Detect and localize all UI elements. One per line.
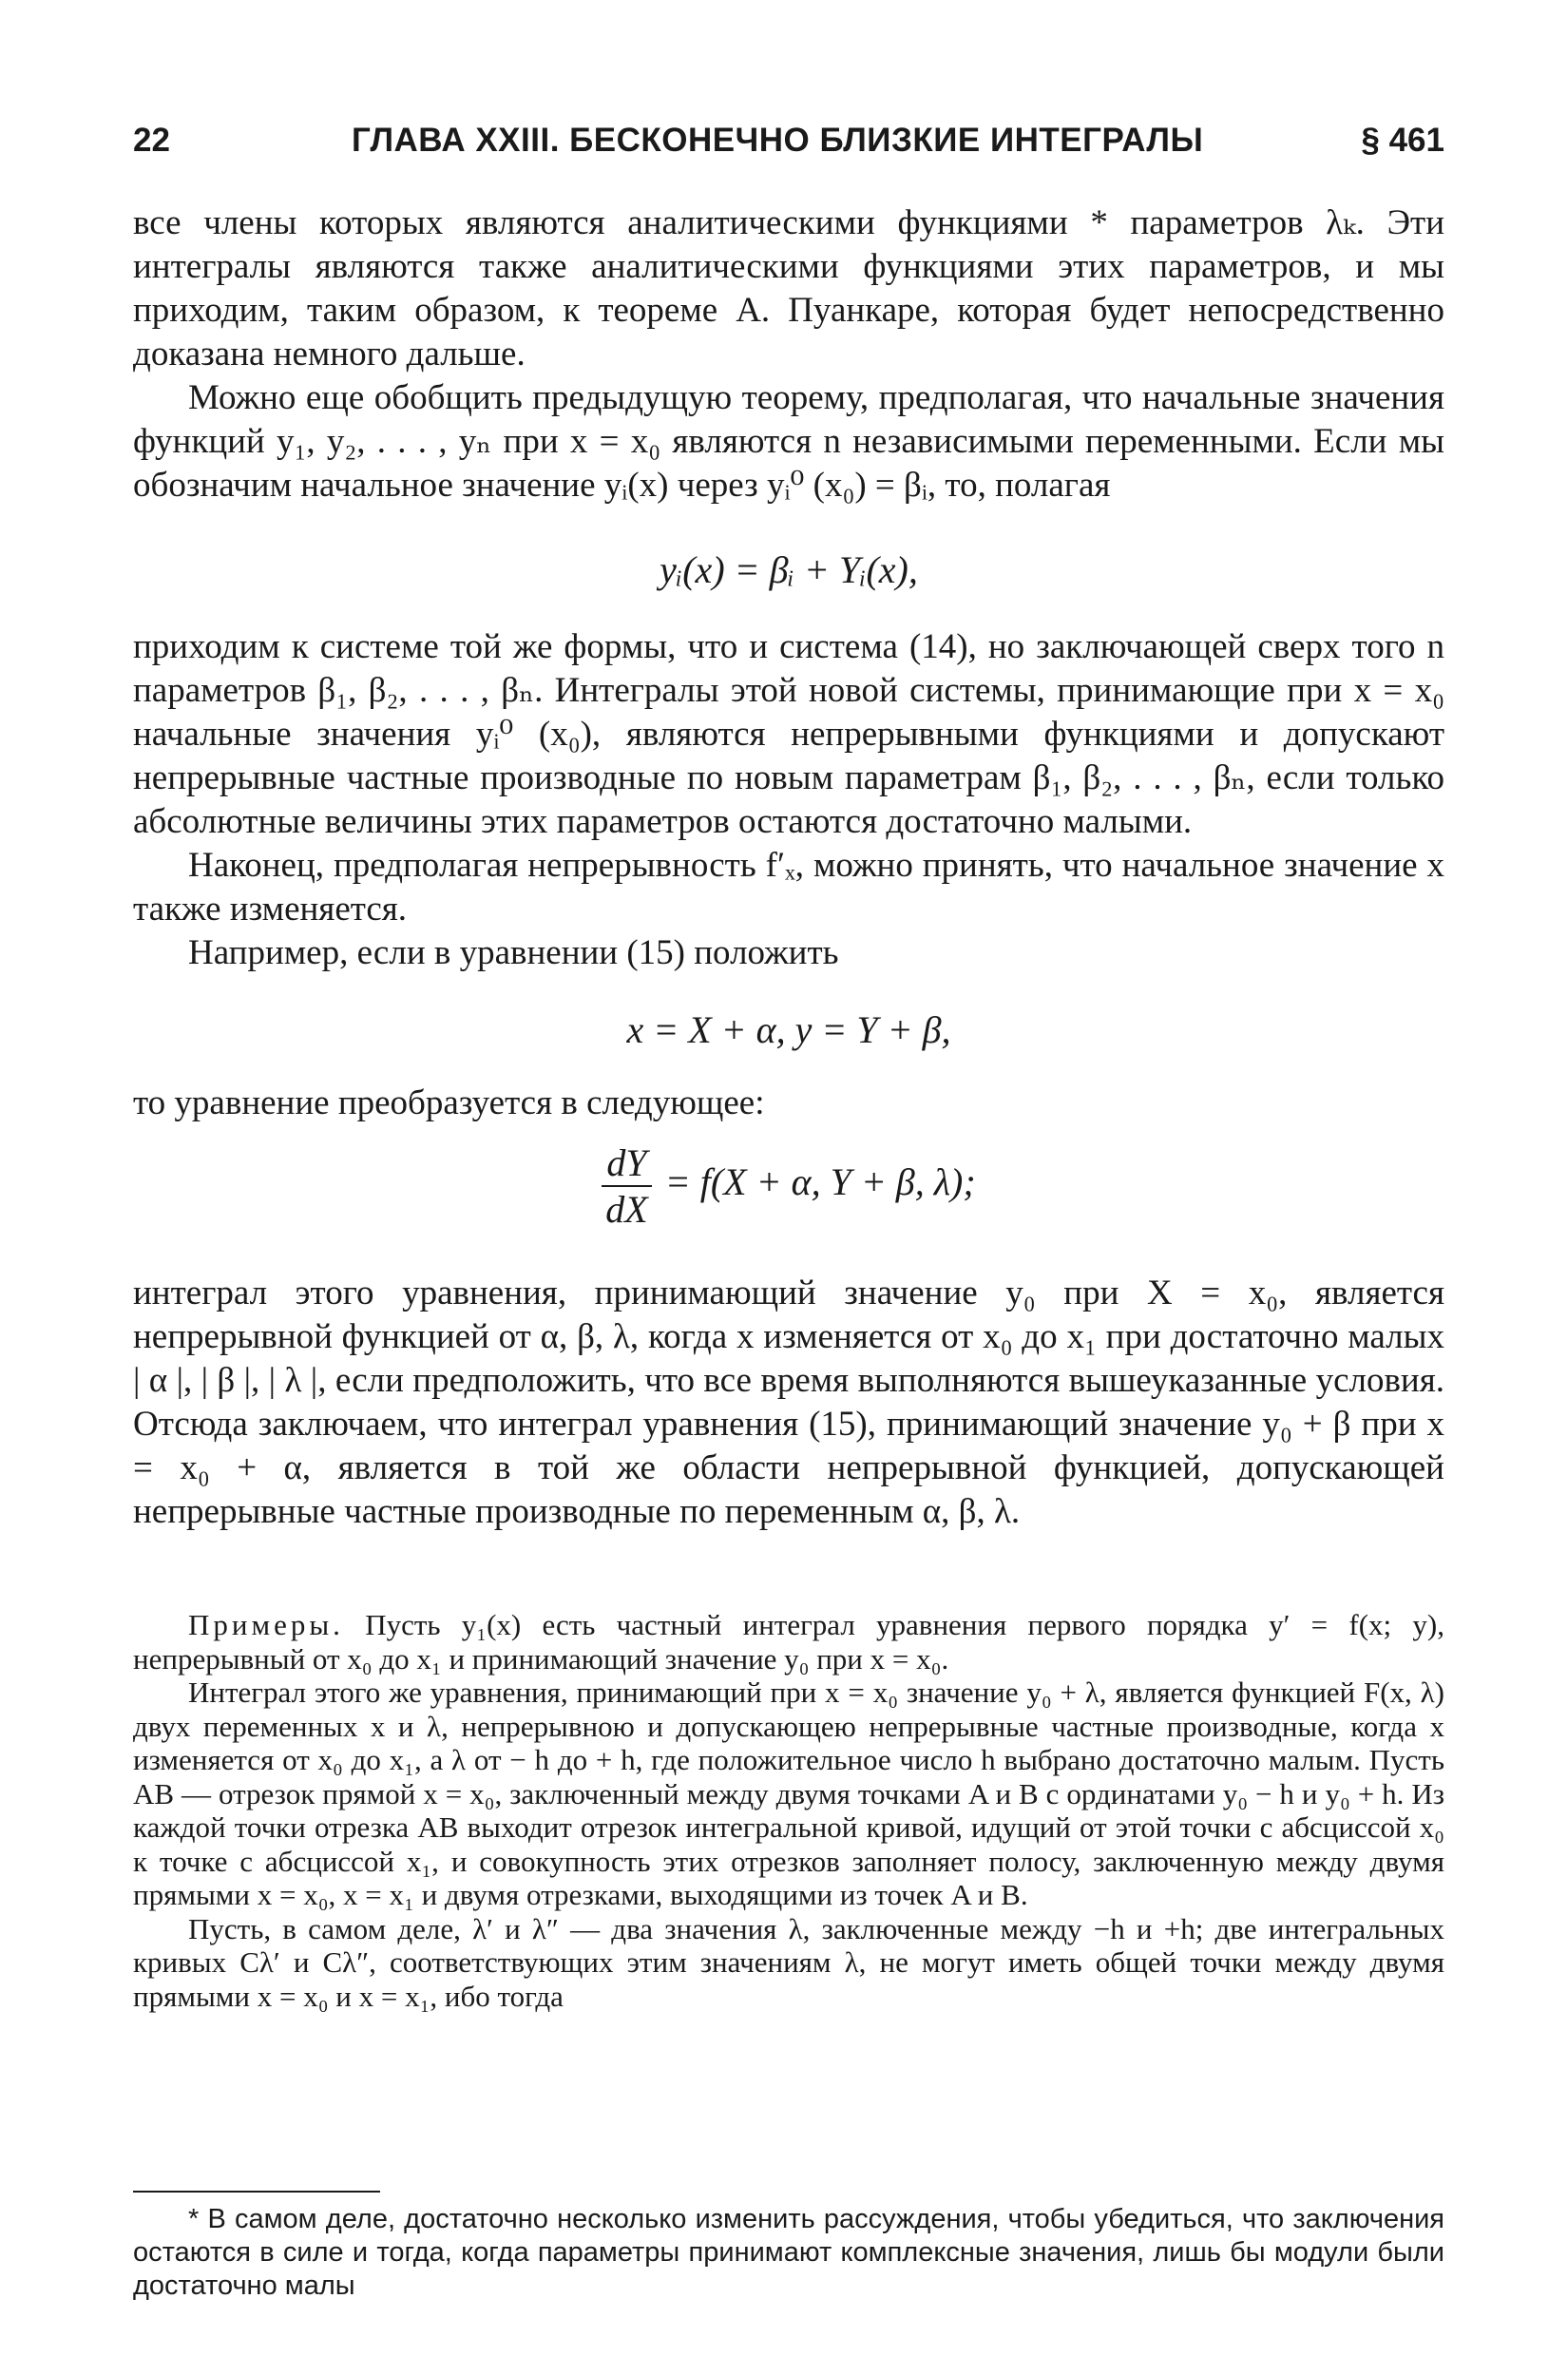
fraction-numerator: dY [602, 1140, 651, 1187]
example-2: Интеграл этого же уравнения, принимающий при x = x₀ значение y₀ + λ, является функцией F(x, λ) двух переменных x и λ, непрерывною и допускающею непрерывные частные производные, когда x изменяется от x₀ до x₁, а λ от − h до + h, где положительное число h выбрано достаточно малым. Пусть AB — отрезок прямой x = x₀, заключенный между двумя точками A и B с ординатами y₀ − h и y₀ + h. Из каждой точки отрезка AB выходит отрезок интегральной кривой, идущий от этой точки с абсциссой x₀ к точке с абсциссой x₁, и совокупность этих отрезков заполняет полосу, заключенную между двумя прямыми x = x₀, x = x₁ и двумя отрезками, выходящими из точек A и B. [133, 1676, 1444, 1911]
body-block-2 [133, 625, 1444, 975]
formula-ode [133, 1140, 1444, 1232]
paragraph-3: приходим к системе той же формы, что и система (14), но заключающей сверх того n параметров β₁, β₂, . . . , βₙ. Интегралы этой новой системы, принимающие при x = x₀ начальные значения yᵢ⁰ (x₀), являются непрерывными функциями и допускают непрерывные частные производные по новым параметрам β₁, β₂, . . . , βₙ, если только абсолютные величины этих параметров остаются достаточно малыми. [133, 627, 1444, 841]
paragraph-7: интеграл этого уравнения, принимающий значение y₀ при X = x₀, является непрерывной функцией от α, β, λ, когда x изменяется от x₀ до x₁ при достаточно малых | α |, | β |, | λ |, если предположить, что все время выполняются вышеуказанные условия. Отсюда заключаем, что интеграл уравнения (15), принимающий значение y₀ + β при x = x₀ + α, является в той же области непрерывной функцией, допускающей непрерывные частные производные по переменным α, β, λ. [133, 1274, 1444, 1531]
fraction-dy-dx [602, 1140, 651, 1232]
paragraph-1: все члены которых являются аналитическими функциями * параметров λₖ. Эти интегралы являются также аналитическими функциями этих параметров, и мы приходим, таким образом, к теореме А. Пуанкаре, которая будет непосредственно доказана немного дальше. [133, 203, 1444, 374]
body-block-1 [133, 201, 1444, 508]
paragraph-5: Например, если в уравнении (15) положить [188, 933, 839, 972]
example-3: Пусть, в самом деле, λ′ и λ″ — два значения λ, заключенные между −h и +h; две интегральных кривых Cλ′ и Cλ″, соответствующих этим значениям λ, не могут иметь общей точки между двумя прямыми x = x₀ и x = x₁, ибо тогда [133, 1911, 1444, 2013]
fraction-denominator: dX [605, 1188, 648, 1231]
footnote-text: * В самом деле, достаточно несколько изменить рассуждения, чтобы убедиться, что заключения остаются в силе и тогда, когда параметры принимают комплексные значения, лишь бы модули были достаточно малы [133, 2204, 1444, 2301]
body-block-4 [133, 1272, 1444, 1534]
body-block-3 [133, 1082, 1444, 1125]
running-header [133, 122, 1444, 175]
footnote-rule [133, 2191, 380, 2193]
examples-label: Примеры. [188, 1608, 344, 1641]
page-number: 22 [133, 122, 170, 159]
formula-substitution: x = X + α, y = Y + β, [626, 1008, 951, 1051]
footnote [133, 2203, 1444, 2303]
formula-y-beta: yᵢ(x) = βᵢ + Yᵢ(x), [660, 548, 918, 591]
formula-rhs: = f(X + α, Y + β, λ); [664, 1160, 976, 1204]
paragraph-6: то уравнение преобразуется в следующее: [133, 1083, 765, 1122]
section-number: § 461 [1361, 122, 1444, 159]
chapter-title: ГЛАВА XXIII. БЕСКОНЕЧНО БЛИЗКИЕ ИНТЕГРАЛЫ [352, 122, 1204, 159]
example-1 [133, 1608, 1444, 1676]
paragraph-2: Можно еще обобщить предыдущую теорему, предполагая, что начальные значения функций y₁, y₂, . . . , yₙ при x = x₀ являются n независимыми переменными. Если мы обозначим начальное значение yᵢ(x) через yᵢ⁰ (x₀) = βᵢ, то, полагая [133, 378, 1444, 505]
paragraph-4: Наконец, предполагая непрерывность f′ₓ, можно принять, что начальное значение x также изменяется. [133, 846, 1444, 929]
example-1-text: Пусть y₁(x) есть частный интеграл уравнения первого порядка y′ = f(x; y), непрерывный от x₀ до x₁ и принимающий значение y₀ при x = x₀. [133, 1608, 1444, 1676]
examples-block [133, 1608, 1444, 2013]
